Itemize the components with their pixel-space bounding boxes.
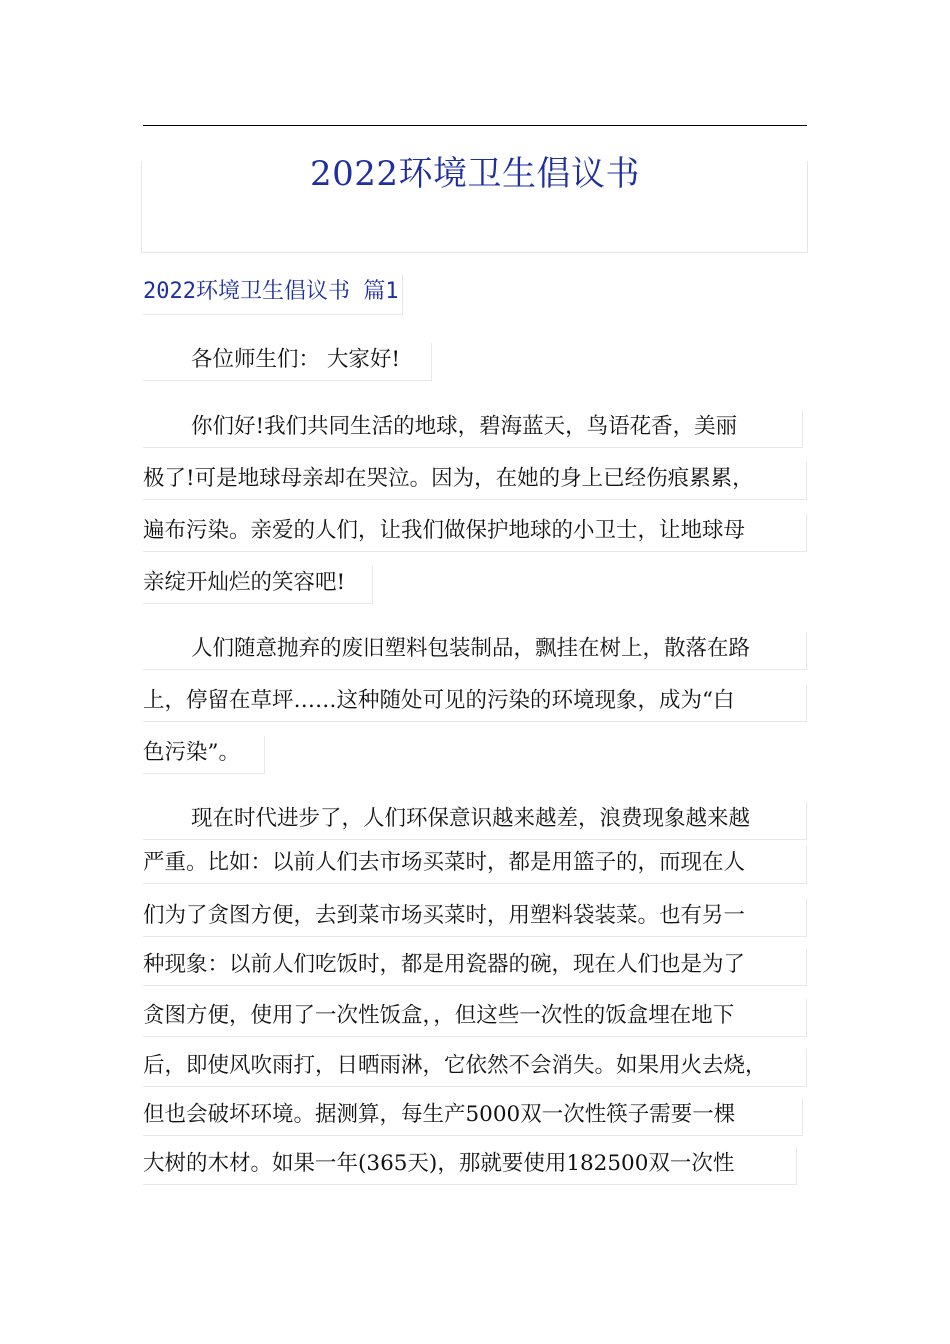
text-line: 人们随意抛弃的废旧塑料包装制品，飘挂在树上，散落在路 [143, 632, 807, 670]
text-line: 种现象：以前人们吃饭时，都是用瓷器的碗，现在人们也是为了 [143, 948, 807, 986]
text-line: 亲绽开灿烂的笑容吧! [143, 566, 373, 604]
section-heading: 2022环境卫生倡议书 篇1 [143, 274, 403, 315]
page-title: 2022环境卫生倡议书 [309, 154, 641, 194]
text-line: 上，停留在草坪……这种随处可见的污染的环境现象，成为“白 [143, 684, 807, 722]
text-line: 贪图方便，使用了一次性饭盒，，但这些一次性的饭盒埋在地下 [143, 999, 807, 1037]
text-line: 大树的木材。如果一年(365天)，那就要使用182500双一次性 [143, 1147, 797, 1185]
header-rule [143, 125, 807, 126]
text-line: 色污染”。 [143, 736, 265, 774]
text-line: 遍布污染。亲爱的人们，让我们做保护地球的小卫士，让地球母 [143, 514, 807, 552]
text-line: 现在时代进步了，人们环保意识越来越差，浪费现象越来越 [143, 802, 807, 840]
text-line: 各位师生们： 大家好! [143, 343, 432, 381]
text-line: 后，即使风吹雨打，日晒雨淋，它依然不会消失。如果用火去烧， [143, 1049, 807, 1087]
text-line: 但也会破坏环境。据测算，每生产5000双一次性筷子需要一棵 [143, 1098, 803, 1136]
text-line: 们为了贪图方便，去到菜市场买菜时，用塑料袋装菜。也有另一 [143, 899, 807, 937]
text-line: 严重。比如：以前人们去市场买菜时，都是用篮子的，而现在人 [143, 846, 807, 884]
text-line: 你们好!我们共同生活的地球，碧海蓝天，鸟语花香，美丽 [143, 410, 803, 448]
text-line: 极了!可是地球母亲却在哭泣。因为，在她的身上已经伤痕累累， [143, 462, 807, 500]
